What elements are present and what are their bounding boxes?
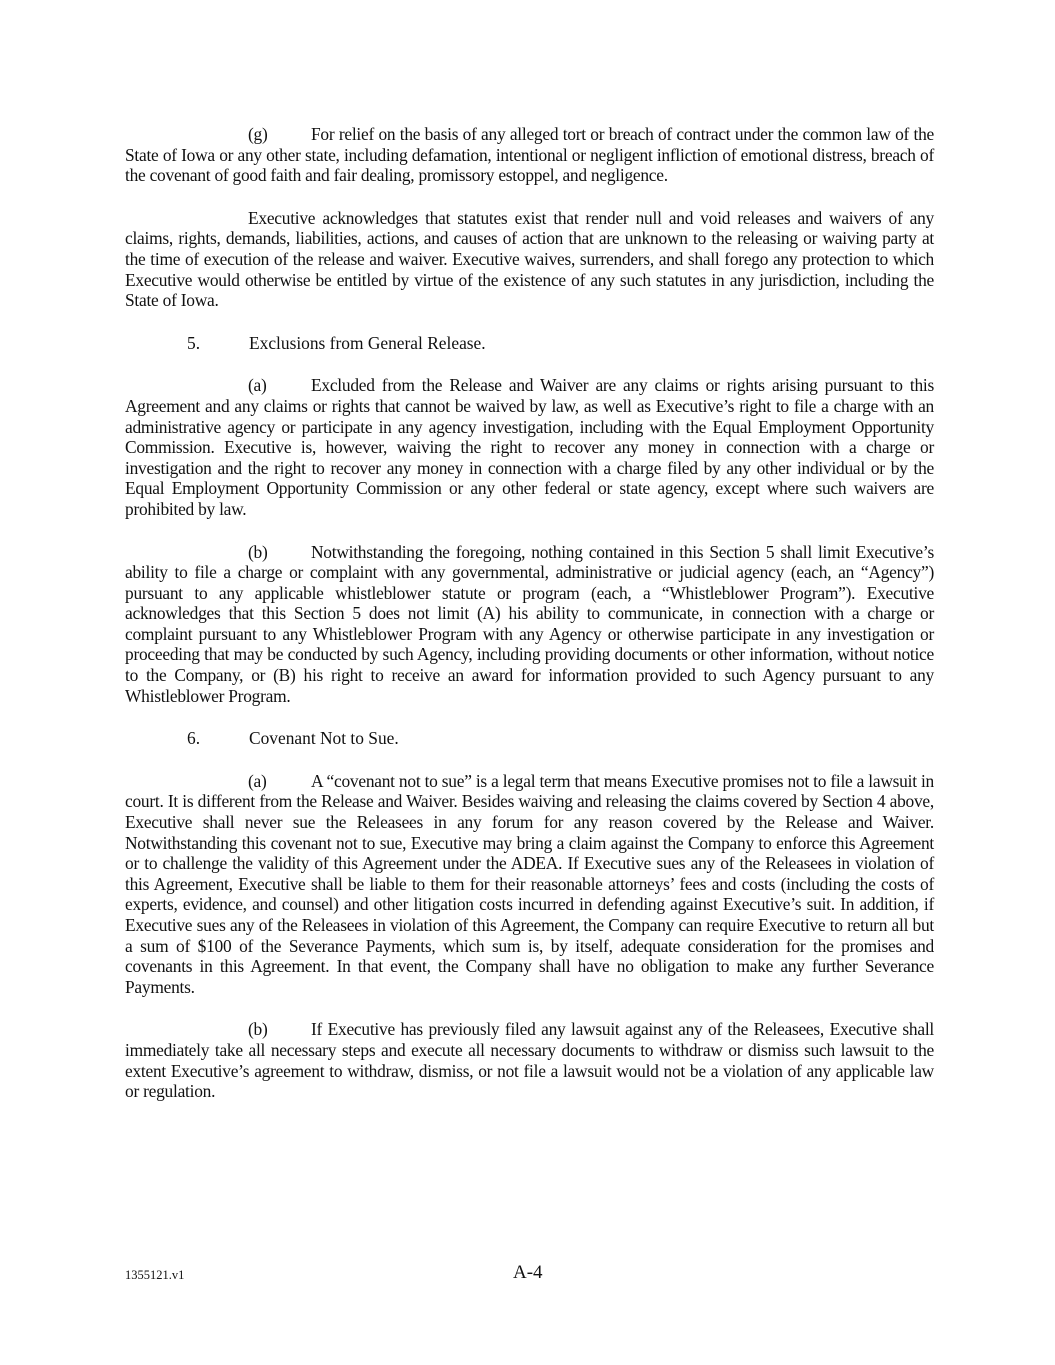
paragraph-acknowledgment-text: Executive acknowledges that statutes exist that render null and void releases and waivers of any claims, rights, demands, liabilities, actions, and causes of action that are unknown to the releasing or waiving party at the time of execution of the release and waiver. Executive waives, surrenders, and shall forego any protection to which Executive would otherwise be entitled by virtue of the existence of any such statutes in any jurisdiction, including the State of Iowa. <box>125 207 934 311</box>
section-5-b-text: Notwithstanding the foregoing, nothing contained in this Section 5 shall limit Executive’s ability to file a charge or complaint with any governmental, administrative or judicial agency (each, an “Agency”) pursuant to any applicable whistleblower statute or program (each, a “Whistleblower Program”). Executive acknowledges that this Section 5 does not limit (A) his ability to communicate, in connection with a charge or complaint pursuant to any Whistleblower Program with any Agency or otherwise participate in any investigation or proceeding that may be conducted by such Agency, including providing documents or other information, without notice to the Company, or (B) his right to receive an award for information provided to such Agency pursuant to any Whistleblower Program. <box>125 541 934 706</box>
section-6-a-text: A “covenant not to sue” is a legal term that means Executive promises not to file a lawsuit in court. It is different from the Release and Waiver. Besides waiving and releasing the claims covered by Section 4 above, Executive shall never sue the Releasees in any forum for any reason covered by the Release and Waiver. Notwithstanding this covenant not to sue, Executive may bring a claim against the Company to enforce this Agreement or to challenge the validity of this Agreement under the ADEA. If Executive sues any of the Releasees in violation of this Agreement, Executive shall be liable to them for their reasonable attorneys’ fees and costs (including the costs of experts, evidence, and counsel) and other litigation costs incurred in defending against Executive’s suit. In addition, if Executive sues any of the Releasees in violation of this Agreement, the Company can require Executive to return all but a sum of $100 of the Severance Payments, which sum is, by itself, adequate consideration for the promises and covenants in this Agreement. In that event, the Company shall have no obligation to make any further Severance Payments. <box>125 770 934 997</box>
section-5-title: Exclusions from General Release. <box>249 332 486 353</box>
section-5-a-label: (a) <box>248 375 267 396</box>
document-page <box>125 124 934 1102</box>
paragraph-acknowledgment <box>125 208 934 311</box>
section-5-paragraph-a <box>125 375 934 519</box>
section-6-b-label: (b) <box>248 1019 268 1040</box>
section-6-paragraph-b <box>125 1019 934 1101</box>
section-6-paragraph-a <box>125 771 934 998</box>
paragraph-g-text: For relief on the basis of any alleged tort or breach of contract under the common law of the State of Iowa or any other state, including defamation, intentional or negligent infliction of emotional distress, breach of the covenant of good faith and fair dealing, promissory estoppel, and negligence. <box>125 124 934 186</box>
section-6-b-text: If Executive has previously filed any lawsuit against any of the Releasees, Executive shall immediately take all necessary steps and execute all necessary documents to withdraw or dismiss such lawsuit to the extent Executive’s agreement to withdraw, dismiss, or not file a lawsuit would not be a violation of any applicable law or regulation. <box>125 1019 934 1102</box>
paragraph-g <box>125 124 934 186</box>
section-6-heading <box>125 728 934 749</box>
section-5-number: 5. <box>187 332 201 353</box>
section-6-title: Covenant Not to Sue. <box>249 728 399 749</box>
section-6-a-label: (a) <box>248 770 267 791</box>
document-id: 1355121.v1 <box>125 1268 185 1282</box>
section-5-heading <box>125 333 934 354</box>
paragraph-g-label: (g) <box>248 124 268 144</box>
section-5-b-label: (b) <box>248 541 268 562</box>
section-5-a-text: Excluded from the Release and Waiver are any claims or rights arising pursuant to this Agreement and any claims or rights that cannot be waived by law, as well as Executive’s right to file a charge with an administrative agency or participate in any agency investigation, including with the Equal Employment Opportunity Commission. Executive is, however, waiving the right to recover any money in connection with a charge or investigation and the right to recover any money in connection with a charge filed by any other individual or by the Equal Employment Opportunity Commission or any other federal or state agency, except where such waivers are prohibited by law. <box>125 375 934 519</box>
page-number: A-4 <box>513 1262 543 1283</box>
section-5-paragraph-b <box>125 542 934 707</box>
section-6-number: 6. <box>187 728 201 749</box>
